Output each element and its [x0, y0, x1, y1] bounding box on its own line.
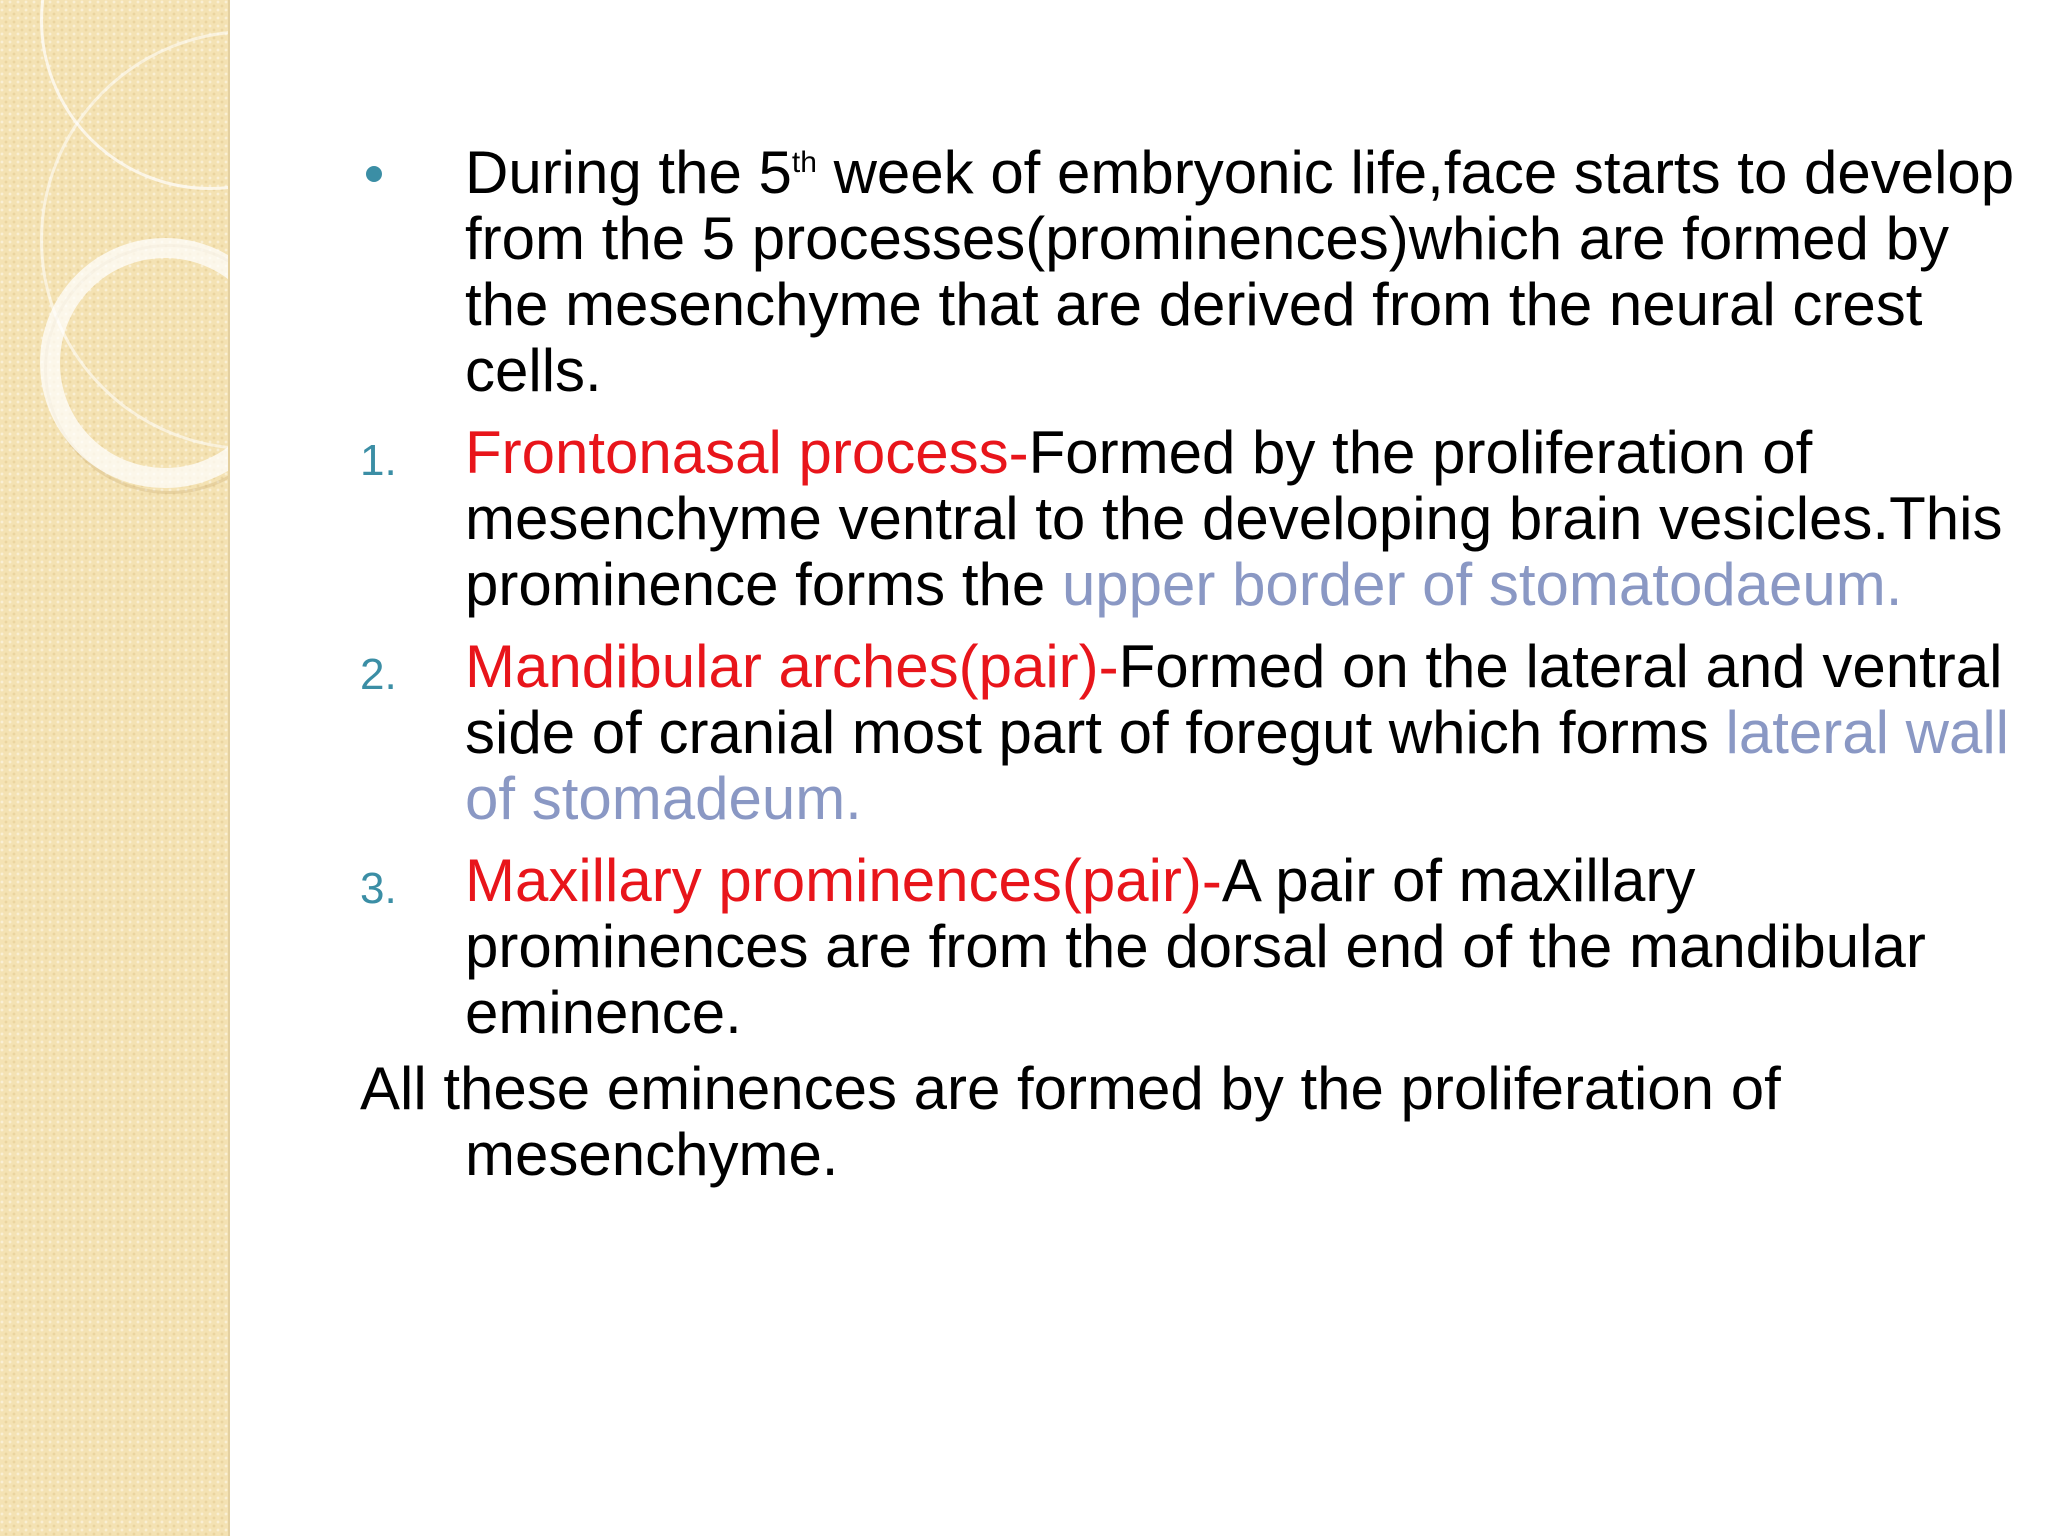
list-item: [360, 420, 2020, 618]
list-item: [360, 634, 2020, 832]
ordinal-superscript: th: [791, 146, 817, 179]
item-heading: Mandibular arches(pair)-: [465, 633, 1119, 700]
bullet-text-start: During the 5: [465, 139, 792, 206]
item-heading: Maxillary prominences(pair)-: [465, 847, 1222, 914]
bullet-text-rest: week of embryonic life,face starts to develop from the 5 processes(prominences)which are formed by the mesenchyme that are derived from the neural crest cells.: [465, 139, 2015, 404]
bullet-dot-icon: [366, 166, 382, 182]
closing-text: All these eminences are formed by the proliferation of mesenchyme.: [360, 1055, 1781, 1188]
list-number: 2.: [360, 650, 397, 699]
decorative-side-panel: [0, 0, 230, 1536]
item-body: Formed by the proliferation of mesenchyme ventral to the developing brain vesicles.This prominence forms the: [465, 419, 2003, 618]
list-number: 3.: [360, 864, 397, 913]
bullet-item: [360, 140, 2020, 404]
item-body: A pair of maxillary prominences are from the dorsal end of the mandibular eminence.: [465, 847, 1926, 1046]
item-heading: Frontonasal process-: [465, 419, 1029, 486]
slide-content: [360, 140, 2020, 1188]
bullet-text: [465, 139, 2014, 404]
list-item: [360, 848, 2020, 1046]
item-highlight: lateral wall of stomadeum.: [465, 699, 2009, 832]
item-body: Formed on the lateral and ventral side of cranial most part of foregut which forms: [465, 633, 2003, 766]
item-highlight: upper border of stomatodaeum.: [1061, 551, 1903, 618]
list-number: 1.: [360, 436, 397, 485]
panel-edge: [228, 0, 230, 1536]
